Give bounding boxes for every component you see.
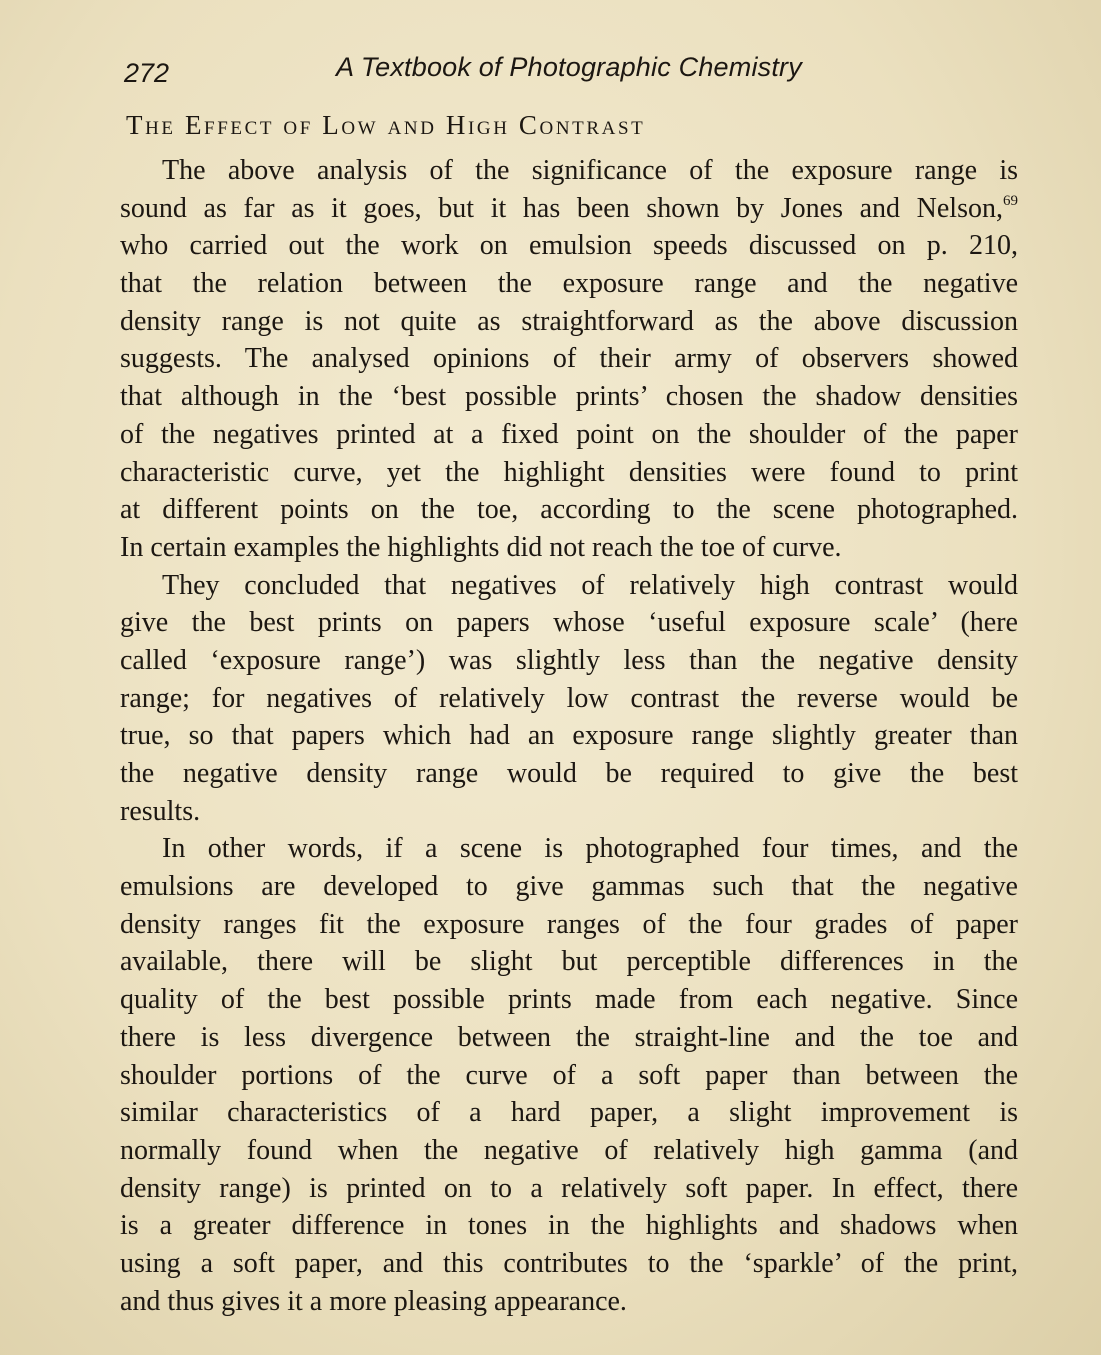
text-line: and thus gives it a more pleasing appearance. (120, 1285, 627, 1317)
text-line: similar characteristics of a hard paper, a slight improvement is (120, 1097, 1018, 1129)
text-line: true, so that papers which had an exposure range slightly greater than (120, 720, 1018, 752)
text-line: the negative density range would be required to give the best (120, 758, 1018, 789)
paragraph-2 (120, 567, 1018, 831)
paragraph-3 (120, 830, 1018, 1320)
text-line: of the negatives printed at a fixed point on the shoulder of the paper (120, 418, 1018, 450)
text-line: In other words, if a scene is photographed four times, and the (162, 833, 1018, 865)
page-number: 272 (124, 58, 170, 88)
text-line: that although in the ‘best possible prints’ chosen the shadow densities (120, 381, 1018, 413)
text-line-content: sound as far as it goes, but it has been shown by Jones and Nelson, (120, 192, 1003, 224)
text-line: is a greater difference in tones in the highlights and shadows when (120, 1210, 1018, 1242)
text-line: there is less divergence between the straight-line and the toe and (120, 1021, 1018, 1053)
body-text (120, 152, 1018, 1320)
text-line: shoulder portions of the curve of a soft paper than between the (120, 1059, 1018, 1091)
text-line: density ranges fit the exposure ranges of the four grades of paper (120, 908, 1018, 940)
book-title: A Textbook of Photographic Chemistry (336, 52, 802, 82)
footnote-reference: 69 (1003, 192, 1018, 209)
paragraph-1 (120, 152, 1018, 567)
text-line: at different points on the toe, according to the scene photographed. (120, 494, 1018, 526)
text-line: The above analysis of the significance of the exposure range is (162, 155, 1018, 186)
text-line: suggests. The analysed opinions of their army of observers showed (120, 343, 1018, 375)
text-line: emulsions are developed to give gammas such that the negative (120, 871, 1018, 903)
text-line: using a soft paper, and this contributes to the ‘sparkle’ of the print, (120, 1247, 1018, 1279)
running-head (124, 52, 1041, 92)
text-line: give the best prints on papers whose ‘useful exposure scale’ (here (120, 607, 1018, 639)
text-line: called ‘exposure range’) was slightly less than the negative density (120, 644, 1018, 676)
text-line: range; for negatives of relatively low contrast the reverse would be (120, 682, 1018, 714)
text-line: density range) is printed on to a relatively soft paper. In effect, there (120, 1172, 1018, 1204)
text-line: who carried out the work on emulsion speeds discussed on p. 210, (120, 230, 1018, 262)
text-line: quality of the best possible prints made from each negative. Since (120, 984, 1018, 1016)
text-line: They concluded that negatives of relatively high contrast would (162, 569, 1018, 601)
text-line: In certain examples the highlights did not reach the toe of curve. (120, 531, 842, 563)
text-line: characteristic curve, yet the highlight densities were found to print (120, 456, 1018, 488)
section-heading: The Effect of Low and High Contrast (126, 110, 646, 140)
text-line: results. (120, 795, 201, 827)
text-line: density range is not quite as straightforward as the above discussion (120, 305, 1018, 337)
text-line: normally found when the negative of relatively high gamma (and (120, 1134, 1018, 1166)
text-line: available, there will be slight but perceptible differences in the (120, 946, 1018, 978)
text-line: that the relation between the exposure range and the negative (120, 268, 1018, 300)
text-line (120, 190, 1018, 228)
